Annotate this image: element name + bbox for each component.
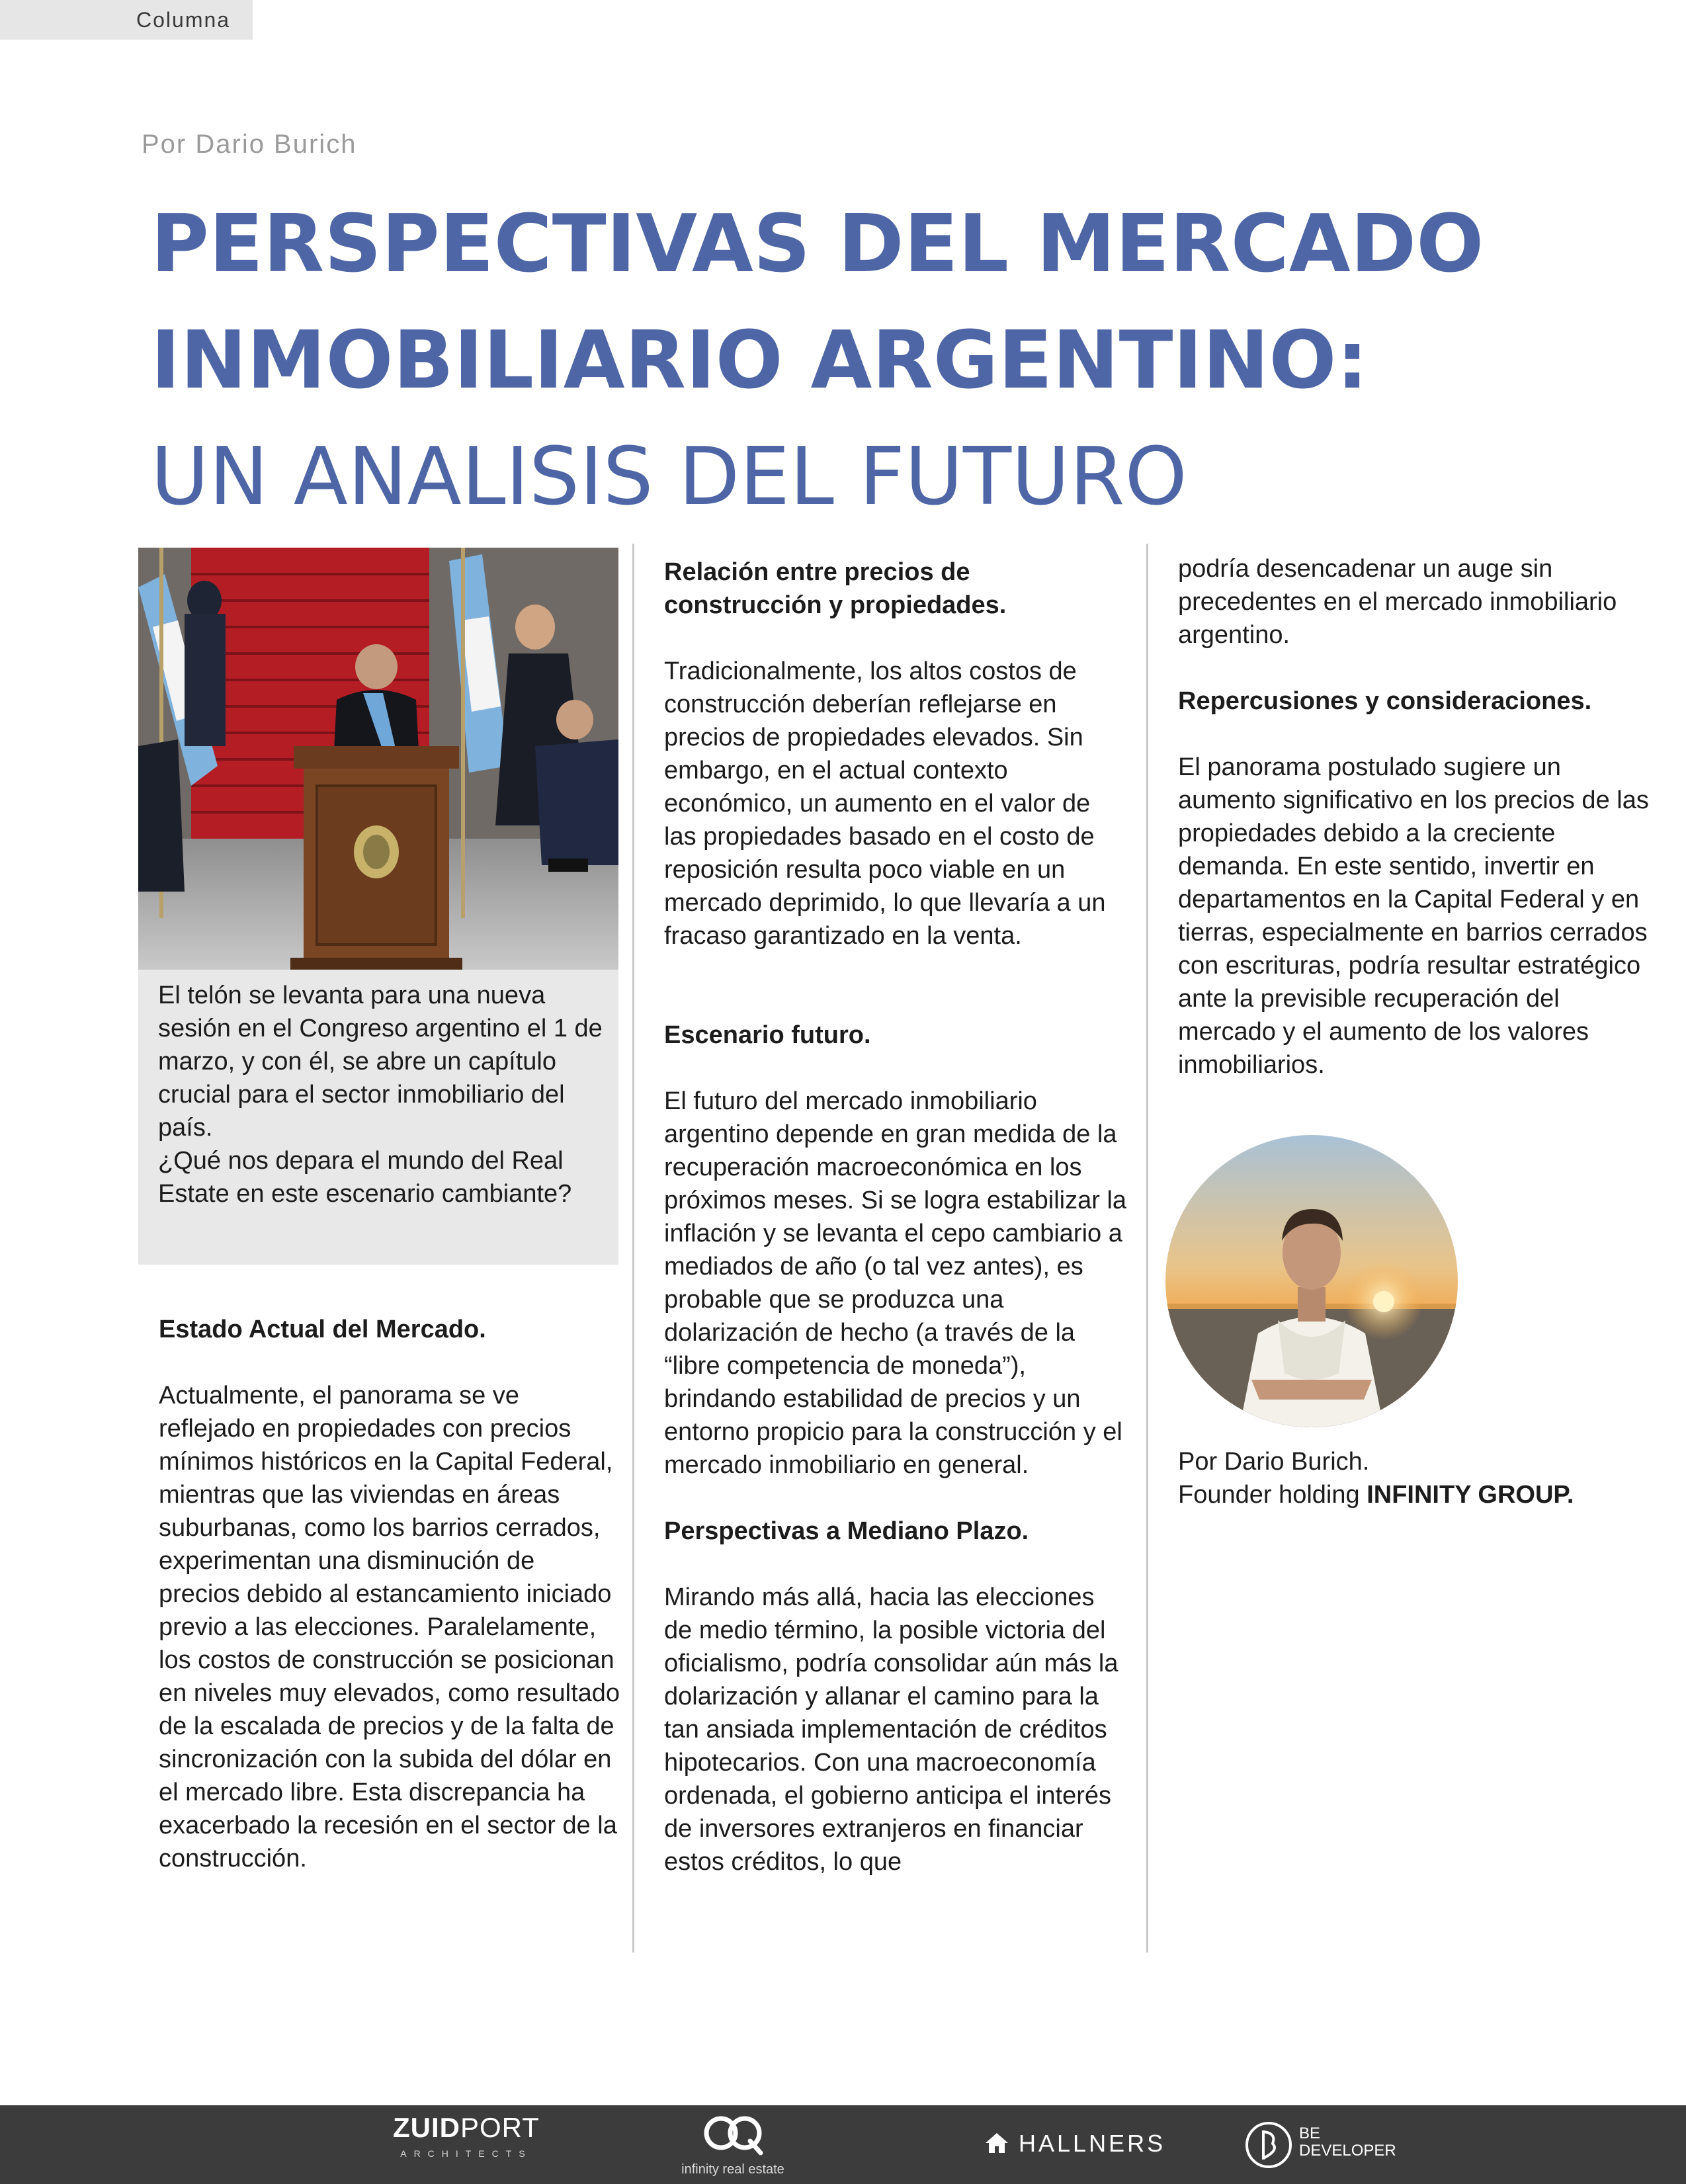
infinity-logo-sub: infinity real estate [681,2162,784,2177]
zuidport-logo-sub: ARCHITECTS [400,2148,532,2159]
heading-perspectivas: Perspectivas a Mediano Plazo. [664,1517,1029,1545]
author-role [1178,1478,1654,1511]
column-divider-2 [1146,544,1148,1953]
congress-photo [138,548,618,970]
title-line-1: PERSPECTIVAS DEL MERCADO [151,198,1484,290]
author-name: Por Dario Burich. [1178,1448,1370,1476]
author-company: INFINITY GROUP. [1367,1481,1574,1509]
author-credit [1178,1445,1654,1511]
house-icon [984,2132,1009,2154]
zuidport-logo-bold: ZUID [393,2112,460,2143]
paragraph-perspectivas: Mirando más allá, hacia las elecciones de medio término, la posible victoria del oficialismo, podría consolidar aún más la dolarización y allanar el camino para la tan ansiada implementación de créditos hipotecarios. Con una macroeconomía ordenada, el gobierno anticipa el interés de inversores extranjeros en financiar estos créditos, lo que [664,1583,1118,1876]
heading-relacion-precios: Relación entre precios de construcción y propiedades. [664,558,1007,619]
zuidport-logo [393,2107,540,2158]
zuidport-logo-rest: PORT [460,2112,540,2143]
paragraph-continuation: podría desencadenar un auge sin precedentes en el mercado inmobiliario argentino. [1178,555,1617,649]
hallners-logo-text: HALLNERS [1019,2130,1166,2157]
bedeveloper-mark-icon [1243,2120,1294,2170]
byline-top: Por Dario Burich [142,130,357,159]
section-tag: Columna [0,0,253,40]
title-line-2: INMOBILIARIO ARGENTINO: [151,315,1369,407]
paragraph-repercusiones: El panorama postulado sugiere un aumento significativo en los precios de las propiedades debido a la creciente demanda. En este sentido, invertir en departamentos en la Capital Federal y en tierras, especialmente en barrios cerrados con escrituras, podría resultar estratégico ante la previsible recuperación del mercado y el aumento de los valores inmobiliarios. [1178,753,1649,1079]
photo-caption [138,970,618,1265]
heading-estado-actual: Estado Actual del Mercado. [159,1316,486,1343]
paragraph-escenario-futuro: El futuro del mercado inmobiliario argentino depende en gran medida de la recuperación macroeconómica en los próximos meses. Si se logra estabilizar la inflación y se levanta el cepo cambiario a mediados de año (o tal vez antes), es probable que se produzca una dolarización de hecho (a través de la “libre competencia de moneda”), brindando estabilidad de precios y un entorno propicio para la construcción y el mercado inmobiliario en general. [664,1087,1127,1479]
paragraph-estado-actual: Actualmente, el panorama se ve reflejado en propiedades con precios mínimos históricos en la Capital Federal, mientras que las viviendas en áreas suburbanas, como los barrios cerrados, experimentan una disminución de precios debido al estancamiento iniciado previo a las elecciones. Paralelamente, los costos de construcción se posicionan en niveles muy elevados, como resultado de la escalada de precios y de la falta de sincronización con la subida del dólar en el mercado libre. Esta discrepancia ha exacerbado la recesión en el sector de la construcción. [159,1382,620,1872]
bedeveloper-line-1: BE [1299,2124,1321,2142]
title-line-3: UN ANALISIS DEL FUTURO [151,431,1187,523]
infinity-mark-icon [667,2109,799,2158]
article-column-2 [664,556,1127,1878]
heading-escenario-futuro: Escenario futuro. [664,1021,871,1049]
article-column-1 [159,1313,622,1875]
author-portrait [1165,1135,1458,1427]
heading-repercusiones: Repercusiones y consideraciones. [1178,687,1592,715]
article-column-3 [1178,552,1654,1081]
caption-paragraph-1: El telón se levanta para una nueva sesión en el Congreso argentino el 1 de marzo, y con él, se abre un capítulo crucial para el sector inmobiliario del país. [158,982,603,1142]
paragraph-relacion-precios: Tradicionalmente, los altos costos de construcción deberían reflejarse en precios de propiedades elevados. Sin embargo, en el actual contexto económico, un aumento en el valor de las propiedades basado en el costo de reposición resulta poco viable en un mercado deprimido, lo que llevaría a un fracaso garantizado en la venta. [664,657,1106,950]
author-role-prefix: Founder holding [1178,1481,1367,1509]
hallners-logo [984,2128,1165,2160]
bedeveloper-logo [1243,2120,1396,2173]
column-divider-1 [632,544,634,1953]
caption-paragraph-2: ¿Qué nos depara el mundo del Real Estate en este escenario cambiante? [158,1147,572,1208]
sponsor-footer [0,2105,1686,2184]
infinity-logo [667,2109,799,2177]
bedeveloper-line-2: DEVELOPER [1299,2142,1396,2160]
article-title [151,187,1606,536]
